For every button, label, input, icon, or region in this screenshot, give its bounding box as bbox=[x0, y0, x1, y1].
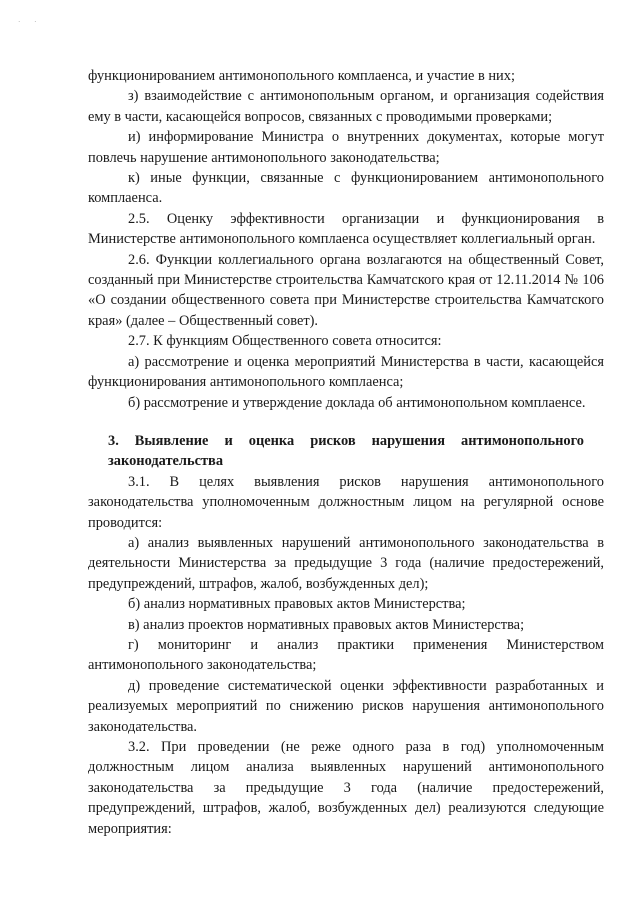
list-item-3-b: б) анализ нормативных правовых актов Министерства; bbox=[128, 596, 466, 613]
list-item-3-g: г) мониторинг и анализ практики применения Министерством антимонопольного законодательства; bbox=[88, 636, 604, 674]
paragraph-2-7: 2.7. К функциям Общественного совета относится: bbox=[128, 333, 442, 350]
list-item-3-d: д) проведение систематической оценки эффективности разработанных и реализуемых мероприятий по снижению рисков нарушения антимонопольного законодательства. bbox=[88, 677, 604, 735]
list-item-b: б) рассмотрение и утверждение доклада об антимонопольном комплаенсе. bbox=[128, 394, 586, 411]
paragraph-3-1: 3.1. В целях выявления рисков нарушения антимонопольного законодательства уполномоченным должностным лицом на регулярной основе проводится: bbox=[88, 473, 604, 531]
list-item-a: а) рассмотрение и оценка мероприятий Министерства в части, касающейся функционирования антимонопольного комплаенса; bbox=[88, 353, 604, 391]
list-item-3-v: в) анализ проектов нормативных правовых актов Министерства; bbox=[128, 616, 525, 633]
list-item-z: з) взаимодействие с антимонопольным органом, и организация содействия ему в части, касающейся вопросов, связанных с проводимыми проверками; bbox=[88, 88, 604, 125]
section-heading: 3. Выявление и оценка рисков нарушения антимонопольного законодательства bbox=[108, 432, 584, 470]
paragraph-3-2: 3.2. При проведении (не реже одного раза в год) уполномоченным должностным лицом анализа выявленных нарушений антимонопольного законодательства за предыдущие 3 года (наличие предостережений, предупреждений, штрафов, жалоб, возбужденных дел) реализуются следующие мероприятия: bbox=[88, 739, 604, 837]
paragraph-2-5: 2.5. Оценку эффективности организации и функционирования в Министерстве антимонопольного комплаенса осуществляет коллегиальный орган. bbox=[88, 210, 604, 248]
document-page bbox=[88, 66, 604, 839]
section-spacer bbox=[88, 413, 604, 431]
list-item-i: и) информирование Министра о внутренних документах, которые могут повлечь нарушение антимонопольного законодательства; bbox=[88, 129, 604, 166]
paragraph-continuation: функционированием антимонопольного комплаенса, и участие в них; bbox=[88, 68, 515, 84]
list-item-3-a: а) анализ выявленных нарушений антимонопольного законодательства в деятельности Министерства за предыдущие 3 года (наличие предостережений, предупреждений, штрафов, жалоб, возбужденных дел); bbox=[88, 534, 604, 592]
paragraph-2-6: 2.6. Функции коллегиального органа возлагаются на общественный Совет, созданный при Министерстве строительства Камчатского края от 12.11.2014 № 106 «О создании общественного совета при Министерстве строительства Камчатского края» (далее – Общественный совет). bbox=[88, 251, 604, 329]
corner-mark: · · bbox=[18, 18, 43, 26]
list-item-k: к) иные функции, связанные с функционированием антимонопольного комплаенса. bbox=[88, 170, 604, 207]
